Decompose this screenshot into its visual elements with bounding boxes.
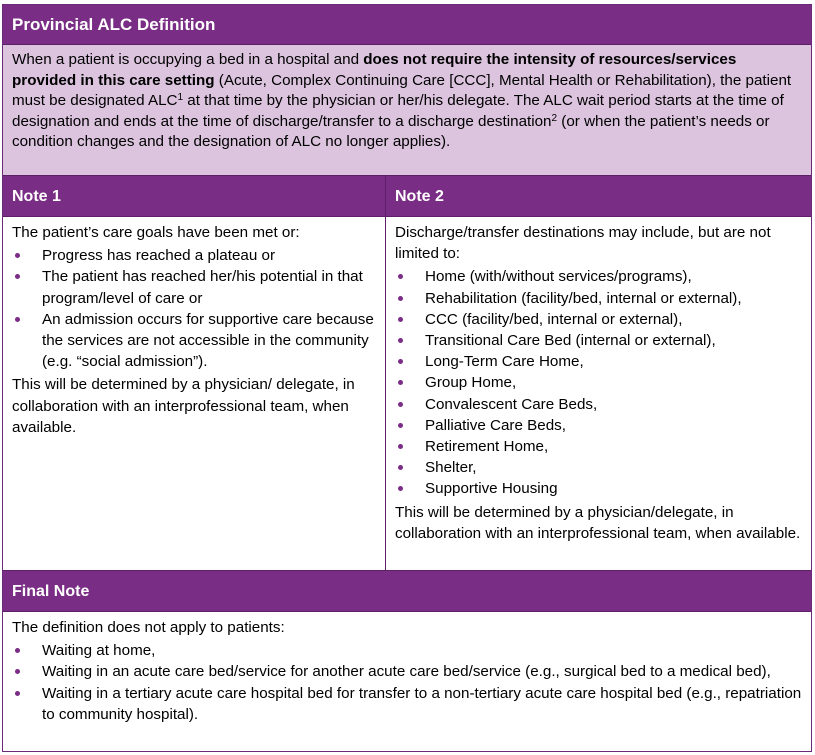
notes-header-row [3,176,811,217]
list-item: Progress has reached a plateau or [12,245,376,266]
list-item: Waiting at home, [12,640,802,661]
footnote-1: 1 [177,92,184,104]
final-note-header: Final Note [3,571,811,612]
final-list [12,640,802,725]
list-item: Waiting in a tertiary acute care hospital bed for transfer to a non-tertiary acute care hospital bed (e.g., repatriation to community hospital). [12,683,802,725]
list-item: Group Home, [395,372,802,393]
definition-part4: (or when the patient’s needs or condition changes and the designation of ALC no longer applies). [12,112,770,151]
list-item: The patient has reached her/his potential in that program/level of care or [12,266,376,308]
note2-list [395,266,802,499]
final-note-cell [3,612,811,751]
definition-part3: at that time by the physician or her/his delegate. The ALC wait period starts at the time of designation and ends at the time of discharge/transfer to a discharge destination [12,92,784,130]
list-item: Home (with/without services/programs), [395,266,802,287]
list-item: Transitional Care Bed (internal or external), [395,330,802,351]
definition-part2: (Acute, Complex Continuing Care [CCC], Mental Health or Rehabilitation), the patient must be designated ALC [12,71,792,110]
list-item: Supportive Housing [395,478,802,499]
note1-intro: The patient’s care goals have been met or: [12,224,300,241]
note1-list [12,245,376,372]
note1-closing: This will be determined by a physician/ delegate, in collaboration with an interprofessional team, when available. [12,376,355,436]
note2-cell [386,217,811,570]
note2-intro: Discharge/transfer destinations may include, but are not limited to: [395,224,771,263]
definition-part1: When a patient is occupying a bed in a hospital and [12,51,364,68]
note1-cell [3,217,386,570]
list-item: Rehabilitation (facility/bed, internal or external), [395,288,802,309]
list-item: Shelter, [395,457,802,478]
list-item: Retirement Home, [395,436,802,457]
list-item: Long-Term Care Home, [395,351,802,372]
note2-closing: This will be determined by a physician/delegate, in collaboration with an interprofessional team, when available. [395,503,801,542]
definition-text [3,45,811,176]
list-item: Waiting in an acute care bed/service for another acute care bed/service (e.g., surgical bed to a medical bed), [12,661,802,682]
footnote-2: 2 [551,112,558,124]
list-item: An admission occurs for supportive care because the services are not accessible in the community (e.g. “social admission”). [12,309,376,373]
final-intro: The definition does not apply to patients: [12,619,285,636]
notes-body-row [3,217,811,571]
definition-bold: does not require the intensity of resources/services provided in this care setting [12,51,737,89]
list-item: Palliative Care Beds, [395,415,802,436]
list-item: Convalescent Care Beds, [395,394,802,415]
note2-header: Note 2 [386,176,811,217]
alc-definition-table [2,4,812,752]
list-item: CCC (facility/bed, internal or external), [395,309,802,330]
table-title: Provincial ALC Definition [3,5,811,45]
note1-header: Note 1 [3,176,386,217]
